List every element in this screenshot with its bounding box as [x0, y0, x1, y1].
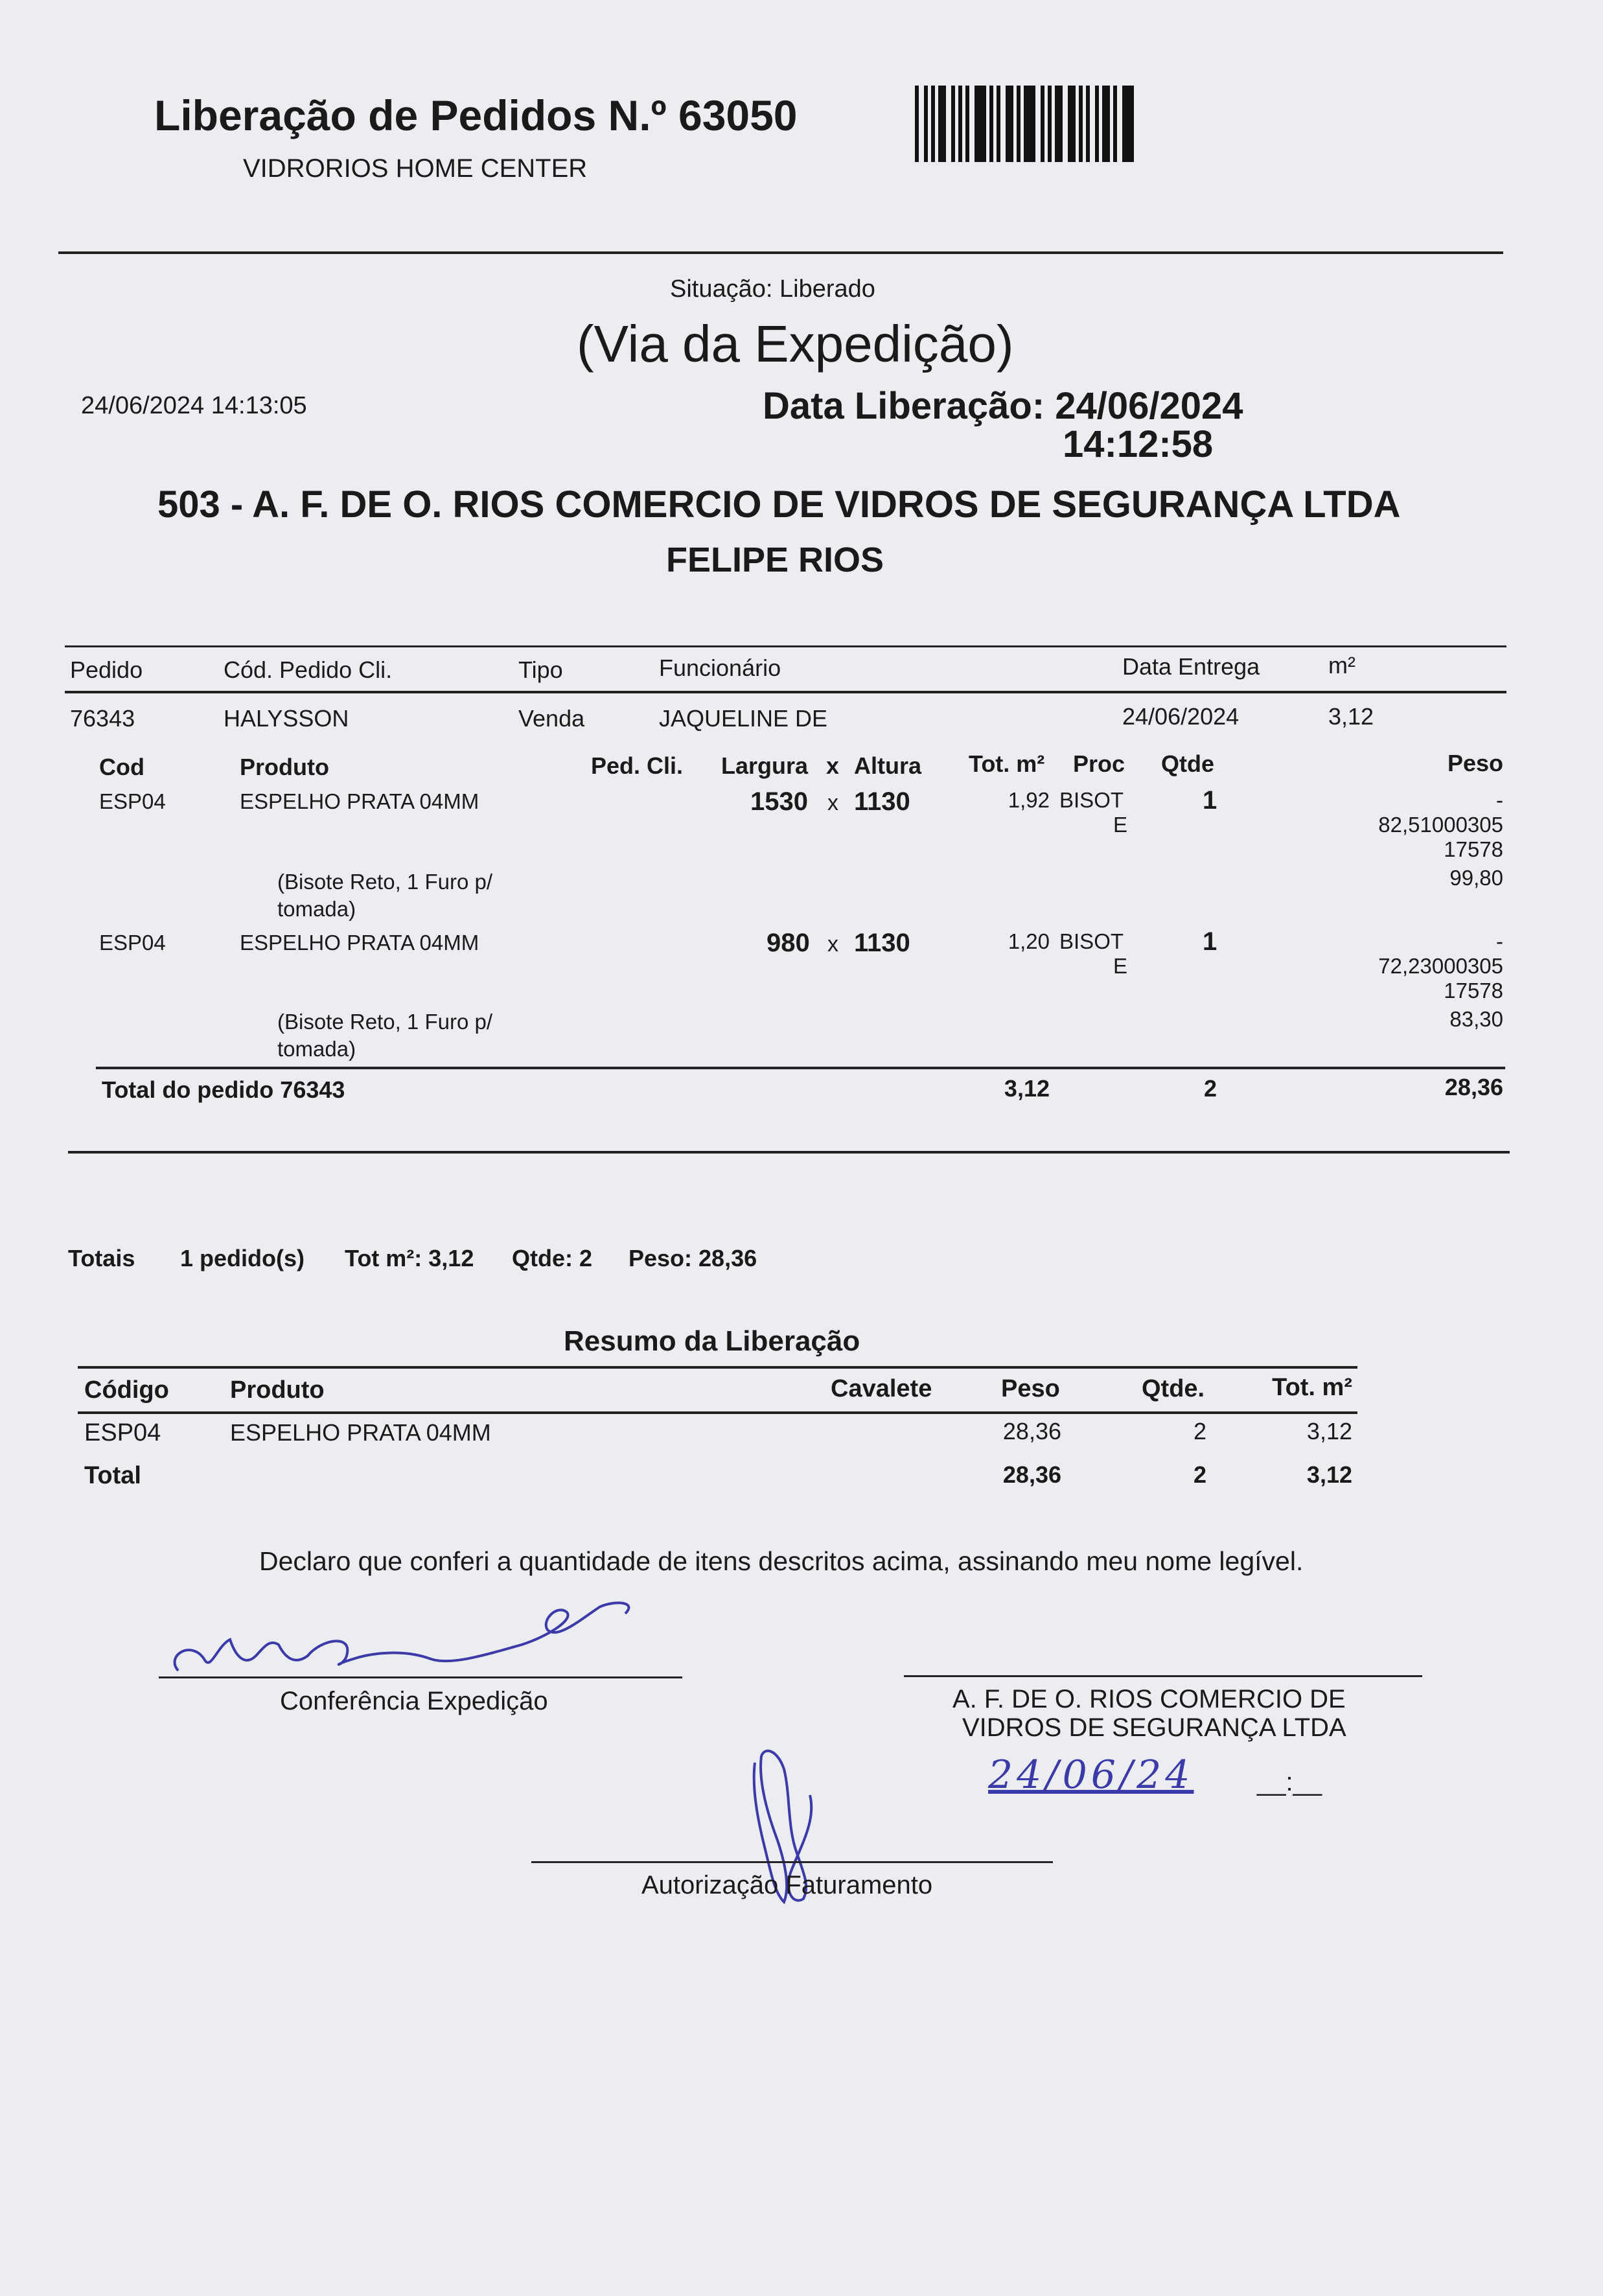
company-name: VIDRORIOS HOME CENTER [243, 154, 588, 183]
resumo-row-codigo: ESP04 [84, 1419, 161, 1446]
conferencia-signature-line [159, 1676, 682, 1678]
item-1-produto: ESPELHO PRATA 04MM [240, 789, 479, 813]
totais-qtde: Qtde: 2 [512, 1245, 593, 1271]
items-col-peso: Peso [1447, 750, 1503, 776]
barcode-bar [997, 86, 1000, 162]
order-total-line [96, 1067, 1505, 1069]
item-1-peso-b: 17578 [1444, 837, 1503, 861]
item-2-peso-dash: - [1496, 929, 1503, 953]
col-tipo: Tipo [518, 656, 563, 683]
col-data-entrega: Data Entrega [1122, 653, 1260, 680]
item-1-altura: 1130 [854, 787, 910, 816]
item-2-produto: ESPELHO PRATA 04MM [240, 931, 479, 955]
pedido-value: 76343 [70, 705, 135, 732]
resumo-title: Resumo da Liberação [564, 1325, 860, 1357]
autorizacao-label: Autorização Faturamento [641, 1871, 933, 1899]
item-1-largura: 1530 [750, 787, 808, 816]
data-entrega-value: 24/06/2024 [1122, 703, 1240, 730]
totais-label: Totais [68, 1245, 135, 1271]
resumo-row-qtde: 2 [1193, 1418, 1206, 1444]
barcode [915, 86, 1171, 162]
order-total-m2: 3,12 [1004, 1075, 1050, 1102]
item-1-obs: (Bisote Reto, 1 Furo p/ [277, 870, 492, 894]
item-2-peso: 83,30 [1449, 1007, 1503, 1031]
barcode-bar [1041, 86, 1044, 162]
barcode-bar [958, 86, 962, 162]
resumo-header-line [78, 1411, 1357, 1414]
conferencia-signature [159, 1594, 677, 1698]
totais-peso: Peso: 28,36 [629, 1245, 757, 1271]
barcode-bar [1086, 86, 1090, 162]
barcode-bar [915, 86, 919, 162]
resumo-col-produto: Produto [230, 1376, 325, 1404]
declaracao-text: Declaro que conferi a quantidade de itens descritos acima, assinando meu nome legível. [259, 1546, 1304, 1576]
item-1-peso-a: 82,51000305 [1378, 813, 1503, 837]
hora-liberacao: 14:12:58 [1063, 423, 1214, 465]
document-title: Liberação de Pedidos N.º 63050 [154, 91, 798, 139]
item-2-largura: 980 [767, 929, 810, 957]
barcode-bar [1095, 86, 1099, 162]
totais-m2: Tot m²: 3,12 [345, 1245, 474, 1271]
barcode-bar [1068, 86, 1076, 162]
item-2-qtde: 1 [1203, 927, 1217, 956]
order-end-line [68, 1151, 1510, 1154]
client-name: 503 - A. F. DE O. RIOS COMERCIO DE VIDROS DE SEGURANÇA LTDA [157, 483, 1401, 526]
conferencia-label: Conferência Expedição [280, 1687, 548, 1715]
item-2-peso-b: 17578 [1444, 979, 1503, 1003]
empresa-line-2: VIDROS DE SEGURANÇA LTDA [962, 1713, 1346, 1742]
items-col-produto: Produto [240, 754, 329, 780]
item-2-peso-a: 72,23000305 [1378, 954, 1503, 978]
barcode-bar [989, 86, 993, 162]
barcode-bar [1122, 86, 1134, 162]
cod-pedido-cli-value: HALYSSON [224, 705, 349, 732]
resumo-col-codigo: Código [84, 1376, 169, 1404]
items-col-largura: Largura [721, 752, 809, 779]
item-1-peso-dash: - [1496, 788, 1503, 812]
resumo-total-tot-m2: 3,12 [1306, 1461, 1352, 1488]
resumo-total-qtde: 2 [1193, 1461, 1206, 1488]
item-2-cod: ESP04 [99, 931, 166, 955]
item-1-x: x [827, 791, 838, 815]
resumo-col-peso: Peso [1001, 1375, 1060, 1402]
autorizacao-signature-line [531, 1861, 1053, 1863]
resumo-total-label: Total [84, 1462, 141, 1489]
empresa-signature-line [904, 1675, 1422, 1677]
item-2-obs: (Bisote Reto, 1 Furo p/ [277, 1010, 492, 1034]
items-col-altura: Altura [854, 752, 922, 779]
barcode-bar [1102, 86, 1110, 162]
print-timestamp: 24/06/2024 14:13:05 [81, 392, 307, 419]
resumo-col-tot-m2: Tot. m² [1272, 1374, 1352, 1401]
item-2-altura: 1130 [854, 929, 910, 957]
situacao-label: Situação: Liberado [670, 275, 875, 303]
resumo-row-peso: 28,36 [1002, 1418, 1061, 1444]
resumo-row-tot-m2: 3,12 [1306, 1418, 1352, 1444]
m2-value: 3,12 [1328, 703, 1374, 730]
item-1-obs-cont: tomada) [277, 897, 356, 921]
barcode-bar [965, 86, 969, 162]
col-m2: m² [1328, 652, 1355, 678]
handwritten-date: 24/06/24 [988, 1752, 1194, 1798]
order-total-peso: 28,36 [1444, 1074, 1503, 1100]
items-col-ped-cli: Ped. Cli. [591, 752, 684, 779]
resumo-col-cavalete: Cavalete [831, 1375, 932, 1402]
funcionario-value: JAQUELINE DE [659, 705, 828, 732]
hora-blank: __:__ [1257, 1768, 1322, 1796]
header-divider [58, 251, 1503, 254]
data-liberacao: Data Liberação: 24/06/2024 [763, 385, 1243, 427]
items-col-proc: Proc [1073, 750, 1125, 777]
order-total-label: Total do pedido 76343 [102, 1076, 345, 1103]
barcode-bar [1024, 86, 1035, 162]
item-1-cod: ESP04 [99, 789, 166, 813]
col-cod-pedido-cli: Cód. Pedido Cli. [224, 656, 393, 683]
item-1-peso: 99,80 [1449, 866, 1503, 890]
items-col-x: x [826, 752, 840, 779]
barcode-bar [1048, 86, 1052, 162]
col-pedido: Pedido [70, 656, 143, 683]
barcode-bar [924, 86, 928, 162]
item-2-tot-m2: 1,20 [1008, 929, 1050, 953]
barcode-bar [1006, 86, 1013, 162]
client-contact: FELIPE RIOS [666, 540, 884, 579]
resumo-col-qtde: Qtde. [1142, 1375, 1205, 1402]
item-1-qtde: 1 [1203, 786, 1217, 815]
via-label: (Via da Expedição) [577, 315, 1014, 373]
item-2-proc: BISOT [1059, 929, 1124, 953]
barcode-bar [1017, 86, 1021, 162]
order-table-top-line [65, 645, 1506, 647]
totais-pedidos: 1 pedido(s) [180, 1245, 305, 1271]
item-2-proc-cont: E [1113, 954, 1128, 978]
tipo-value: Venda [518, 705, 585, 732]
barcode-bar [1079, 86, 1083, 162]
items-col-cod: Cod [99, 754, 144, 780]
resumo-top-line [78, 1366, 1357, 1369]
resumo-total-peso: 28,36 [1002, 1461, 1061, 1488]
barcode-bar [951, 86, 955, 162]
item-1-proc: BISOT [1059, 788, 1124, 812]
barcode-bar [938, 86, 946, 162]
item-2-obs-cont: tomada) [277, 1037, 356, 1061]
item-1-tot-m2: 1,92 [1008, 788, 1050, 812]
empresa-line-1: A. F. DE O. RIOS COMERCIO DE [952, 1685, 1346, 1713]
barcode-bar [1055, 86, 1063, 162]
barcode-bar [1113, 86, 1117, 162]
items-col-qtde: Qtde [1161, 750, 1215, 777]
barcode-bar [974, 86, 986, 162]
item-2-x: x [827, 932, 838, 957]
items-col-tot-m2: Tot. m² [969, 750, 1045, 777]
barcode-bar [931, 86, 935, 162]
resumo-row-produto: ESPELHO PRATA 04MM [230, 1419, 491, 1446]
item-1-proc-cont: E [1113, 813, 1128, 837]
col-funcionario: Funcionário [659, 655, 781, 681]
order-total-qtde: 2 [1204, 1075, 1217, 1102]
order-table-header-line [65, 691, 1506, 693]
